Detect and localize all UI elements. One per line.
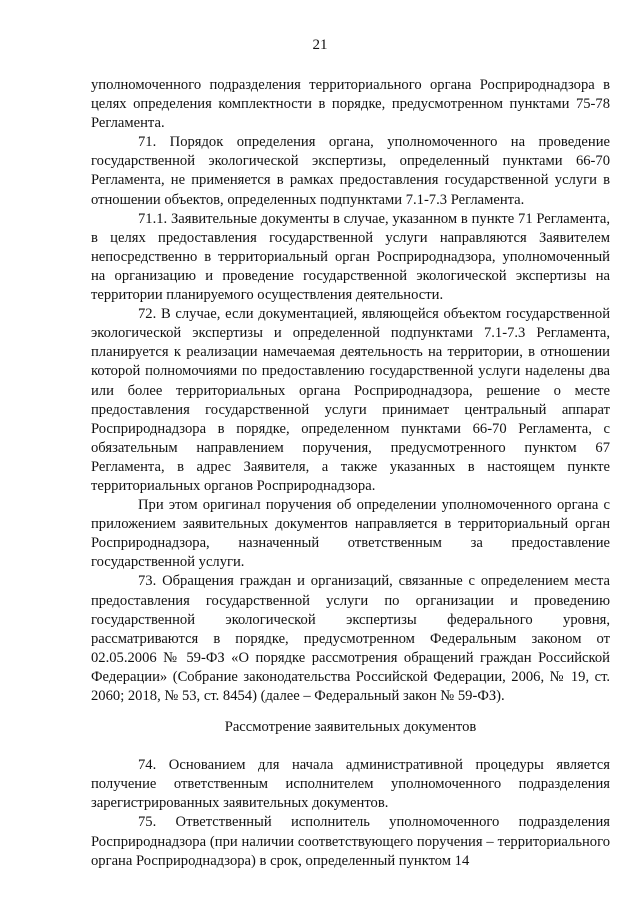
paragraph-72: 72. В случае, если документацией, являющейся объектом государственной экологической экспертизы и определенной подпунктами 7.1-7.3 Регламента, планируется к реализации намечаемая деятельность на территории, в отношении которой полномочиями по предоставлению государственной услуги наделены два или более территориальных органа Росприроднадзора, решение о месте предоставления государственной услуги принимает центральный аппарат Росприроднадзора в порядке, определенном пунктами 66-70 Регламента, с обязательным направлением поручения, предусмотренного пунктом 67 Регламента, в адрес Заявителя, а также указанных в настоящем пункте территориальных органов Росприроднадзора. <box>91 306 610 494</box>
paragraph-71-1: 71.1. Заявительные документы в случае, указанном в пункте 71 Регламента, в целях предоставления государственной услуги направляются Заявителем непосредственно в территориальный орган Росприроднадзора, уполномоченный на организацию и проведение государственной экологической экспертизы на территории планируемого осуществления деятельности. <box>91 210 610 304</box>
page-number: 21 <box>312 37 328 53</box>
paragraph-72-note: При этом оригинал поручения об определении уполномоченного органа с приложением заявительных документов направляется в территориальный орган Росприроднадзора, назначенный ответственным за предоставление государственной услуги. <box>91 497 610 571</box>
paragraph-73: 73. Обращения граждан и организаций, связанные с определением места предоставления государственной услуги по организации и проведению государственной экологической экспертизы федерального уровня, рассматриваются в порядке, предусмотренном Федеральным законом от 02.05.2006 № 59-ФЗ «О порядке рассмотрения обращений граждан Российской Федерации» (Собрание законодательства Российской Федерации, 2006, № 19, ст. 2060; 2018, № 53, ст. 8454) (далее – Федеральный закон № 59-ФЗ). <box>91 573 610 704</box>
paragraph-74: 74. Основанием для начала административной процедуры является получение ответственным исполнителем уполномоченного подразделения зарегистрированных заявительных документов. <box>91 757 610 812</box>
paragraph-75: 75. Ответственный исполнитель уполномоченного подразделения Росприроднадзора (при наличии соответствующего поручения – территориального органа Росприроднадзора) в срок, определенный пунктом 14 <box>91 814 610 869</box>
document-body <box>91 76 610 871</box>
paragraph-continuation: уполномоченного подразделения территориального органа Росприроднадзора в целях определения комплектности в порядке, предусмотренном пунктами 75-78 Регламента. <box>91 77 610 132</box>
section-heading: Рассмотрение заявительных документов <box>224 719 477 736</box>
paragraph-71: 71. Порядок определения органа, уполномоченного на проведение государственной экологической экспертизы, определенный пунктами 66-70 Регламента, не применяется в рамках предоставления государственной услуги в отношении объектов, определенных подпунктами 7.1-7.3 Регламента. <box>91 134 610 208</box>
